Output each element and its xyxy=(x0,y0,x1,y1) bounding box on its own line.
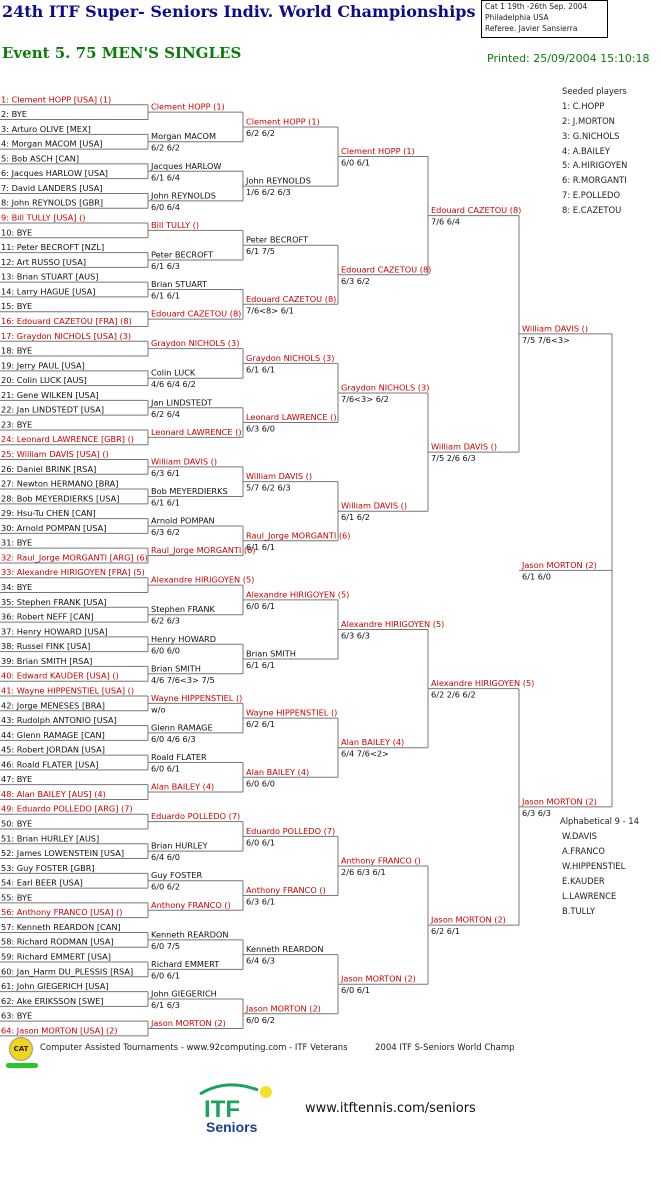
page-title: 24th ITF Super- Seniors Indiv. World Championships xyxy=(2,2,476,21)
match-winner: Jason MORTON (2) xyxy=(341,973,416,984)
player-entry: 56: Anthony FRANCO [USA] () xyxy=(1,907,123,918)
seeded-title: Seeded players xyxy=(562,86,627,96)
match-winner: Henry HOWARD xyxy=(151,633,217,644)
match-score: 6/0 6/2 xyxy=(151,881,180,892)
match-score: 6/3 6/2 xyxy=(341,275,370,286)
player-entry: 38: Russel FINK [USA] xyxy=(1,641,91,652)
match-winner: Jason MORTON (2) xyxy=(431,914,506,925)
seed-item: 6: R.MORGANTI xyxy=(562,175,627,185)
match-winner: Anthony FRANCO () xyxy=(246,885,326,896)
player-entry: 58: Richard RODMAN [USA] xyxy=(1,936,114,947)
match-winner: Brian STUART xyxy=(151,279,207,290)
match-score: 6/0 7/5 xyxy=(151,940,180,951)
player-entry: 54: Earl BEER [USA] xyxy=(1,877,83,888)
match-winner: Alan BAILEY (4) xyxy=(151,781,215,792)
match-score: 6/4 6/0 xyxy=(151,852,180,863)
player-entry: 25: William DAVIS [USA] () xyxy=(1,449,109,459)
match-winner: Brian SMITH xyxy=(151,663,201,674)
player-entry: 41: Wayne HIPPENSTIEL [USA] () xyxy=(1,685,135,696)
printed-timestamp: Printed: 25/09/2004 15:10:18 xyxy=(487,52,650,65)
info-dates: Cat 1 19th -26th Sep. 2004 xyxy=(485,2,588,11)
match-winner: Arnold POMPAN xyxy=(151,515,215,526)
player-entry: 49: Eduardo POLLEDO [ARG] (7) xyxy=(1,803,133,814)
match-winner: Clement HOPP (1) xyxy=(151,101,225,112)
match-score: 6/0 6/1 xyxy=(246,837,275,848)
match-score: 6/2 2/6 6/2 xyxy=(431,689,476,700)
match-winner: Alexandre HIRIGOYEN (5) xyxy=(151,574,255,585)
match-winner: Anthony FRANCO () xyxy=(151,899,231,910)
match-winner: Alexandre HIRIGOYEN (5) xyxy=(246,589,350,600)
match-score: 6/0 6/0 xyxy=(246,778,275,789)
match-winner: Alan BAILEY (4) xyxy=(341,737,405,748)
match-winner: Jacques HARLOW xyxy=(151,160,222,171)
player-entry: 46: Roald FLATER [USA] xyxy=(1,759,99,770)
player-entry: 3: Arturo OLIVE [MEX] xyxy=(1,123,91,134)
match-score: 6/2 6/1 xyxy=(431,926,460,937)
player-entry: 53: Guy FOSTER [GBR] xyxy=(1,862,95,873)
match-score: 6/4 7/6<2> xyxy=(341,748,389,759)
match-winner: Bill TULLY () xyxy=(151,219,200,230)
match-score: 6/2 6/3 xyxy=(151,615,180,626)
match-score: 6/1 6/3 xyxy=(151,999,180,1010)
match-winner: Wayne HIPPENSTIEL () xyxy=(246,707,338,718)
match-score: 4/6 6/4 6/2 xyxy=(151,379,196,390)
match-winner: Clement HOPP (1) xyxy=(246,116,320,127)
tennis-ball-icon xyxy=(260,1086,272,1098)
match-winner: Colin LUCK xyxy=(151,367,196,378)
match-winner: Morgan MACOM xyxy=(151,131,217,142)
player-entry: 16: Edouard CAZETOU [FRA] (8) xyxy=(1,315,132,326)
player-entry: 24: Leonard LAWRENCE [GBR] () xyxy=(1,434,134,445)
match-score: 6/1 6/1 xyxy=(151,290,180,301)
player-entry: 32: Raul_Jorge MORGANTI [ARG] (6) xyxy=(1,552,148,563)
match-winner: William DAVIS () xyxy=(246,471,313,482)
match-winner: Leonard LAWRENCE () xyxy=(151,426,242,437)
player-entry: 39: Brian SMITH [RSA] xyxy=(1,655,93,666)
match-winner: Kenneth REARDON xyxy=(246,944,324,955)
match-score: 6/0 6/0 xyxy=(151,645,180,656)
player-entry: 44: Glenn RAMAGE [CAN] xyxy=(1,729,105,740)
player-entry: 23: BYE xyxy=(1,419,33,430)
player-entry: 30: Arnold POMPAN [USA] xyxy=(1,522,107,533)
player-entry: 13: Brian STUART [AUS] xyxy=(1,271,99,282)
match-winner: Edouard CAZETOU (8) xyxy=(246,293,337,304)
player-entry: 1: Clement HOPP [USA] (1) xyxy=(1,94,112,105)
player-entry: 62: Ake ERIKSSON [SWE] xyxy=(1,995,104,1006)
match-winner: Kenneth REARDON xyxy=(151,929,229,940)
player-entry: 50: BYE xyxy=(1,818,33,829)
player-entry: 43: Rudolph ANTONIO [USA] xyxy=(1,715,117,726)
match-score: 7/6<3> 6/2 xyxy=(341,393,389,404)
match-winner: Alan BAILEY (4) xyxy=(246,766,310,777)
player-entry: 8: John REYNOLDS [GBR] xyxy=(1,197,104,208)
player-entry: 48: Alan BAILEY [AUS] (4) xyxy=(1,788,106,799)
match-winner: Graydon NICHOLS (3) xyxy=(341,382,430,393)
match-score: 6/0 6/1 xyxy=(341,157,370,168)
match-winner: John REYNOLDS xyxy=(246,175,311,186)
match-winner: Glenn RAMAGE xyxy=(151,722,213,733)
match-winner: John REYNOLDS xyxy=(151,190,216,201)
cat-logo-bar xyxy=(6,1063,38,1068)
seed-item: 5: A.HIRIGOYEN xyxy=(562,160,628,170)
player-entry: 17: Graydon NICHOLS [USA] (3) xyxy=(1,330,132,341)
match-winner: Jason MORTON (2) xyxy=(151,1018,226,1029)
match-score: 6/2 6/4 xyxy=(151,408,180,419)
player-entry: 52: James LOWENSTEIN [USA] xyxy=(1,848,125,859)
match-winner: Edouard CAZETOU (8) xyxy=(431,205,522,216)
match-score: 6/3 6/3 xyxy=(341,630,370,641)
seed-item: 2: J.MORTON xyxy=(562,116,615,126)
match-score: 6/0 6/1 xyxy=(341,985,370,996)
player-entry: 59: Richard EMMERT [USA] xyxy=(1,951,111,962)
player-entry: 20: Colin LUCK [AUS] xyxy=(1,375,87,386)
match-winner: Alexandre HIRIGOYEN (5) xyxy=(431,678,535,689)
alphabetical-title: Alphabetical 9 - 14 xyxy=(560,816,639,826)
player-entry: 11: Peter BECROFT [NZL] xyxy=(1,242,105,253)
match-winner: Wayne HIPPENSTIEL () xyxy=(151,692,243,703)
logo-seniors-text: Seniors xyxy=(206,1119,258,1135)
player-entry: 57: Kenneth REARDON [CAN] xyxy=(1,921,121,932)
player-entry: 45: Robert JORDAN [USA] xyxy=(1,744,105,755)
match-score: 6/3 6/2 xyxy=(151,527,180,538)
player-entry: 26: Daniel BRINK [RSA] xyxy=(1,463,97,474)
match-score: 6/2 6/2 xyxy=(151,142,180,153)
match-score: 6/0 6/1 xyxy=(246,600,275,611)
match-winner: Brian SMITH xyxy=(246,648,296,659)
player-entry: 35: Stephen FRANK [USA] xyxy=(1,596,107,607)
player-entry: 21: Gene WILKEN [USA] xyxy=(1,389,99,400)
match-score: 6/1 6/1 xyxy=(151,497,180,508)
match-winner: Bob MEYERDIERKS xyxy=(151,485,228,496)
footer-credits: Computer Assisted Tournaments - www.92computing.com - ITF Veterans xyxy=(40,1043,348,1053)
match-score: 5/7 6/2 6/3 xyxy=(246,482,291,493)
logo-itf-text: ITF xyxy=(204,1096,240,1123)
match-score: 6/2 6/2 xyxy=(246,127,275,138)
match-score: 6/1 6/1 xyxy=(246,541,275,552)
match-score: 6/1 6/4 xyxy=(151,172,180,183)
alpha-item: W.HIPPENSTIEL xyxy=(562,861,626,871)
alpha-item: A.FRANCO xyxy=(562,846,605,856)
seed-item: 3: G.NICHOLS xyxy=(562,131,620,141)
match-winner: Brian HURLEY xyxy=(151,840,208,851)
player-entry: 37: Henry HOWARD [USA] xyxy=(1,626,108,637)
seed-item: 1: C.HOPP xyxy=(562,101,605,111)
player-entry: 10: BYE xyxy=(1,227,33,238)
player-entry: 61: John GIEGERICH [USA] xyxy=(1,981,109,992)
player-entry: 18: BYE xyxy=(1,345,33,356)
event-title: Event 5. 75 MEN'S SINGLES xyxy=(2,44,242,62)
player-entry: 33: Alexandre HIRIGOYEN [FRA] (5) xyxy=(1,567,145,578)
player-entry: 14: Larry HAGUE [USA] xyxy=(1,286,96,297)
player-entry: 51: Brian HURLEY [AUS] xyxy=(1,833,100,844)
match-score: 7/5 7/6<3> xyxy=(522,334,570,345)
player-entry: 27: Newton HERMANO [BRA] xyxy=(1,478,119,489)
seed-item: 4: A.BAILEY xyxy=(562,146,611,156)
match-winner: William DAVIS () xyxy=(431,441,498,452)
player-entry: 9: Bill TULLY [USA] () xyxy=(1,212,86,223)
match-winner: Richard EMMERT xyxy=(151,958,220,969)
alpha-item: L.LAWRENCE xyxy=(562,891,617,901)
match-winner: Jason MORTON (2) xyxy=(522,796,597,807)
match-winner: William DAVIS () xyxy=(341,500,408,511)
alpha-item: B.TULLY xyxy=(562,906,595,916)
champion-name: Jason MORTON (2) xyxy=(522,559,597,570)
match-score: 6/0 6/1 xyxy=(151,970,180,981)
match-winner: Graydon NICHOLS (3) xyxy=(151,338,240,349)
player-entry: 4: Morgan MACOM [USA] xyxy=(1,138,103,149)
match-score: 1/6 6/2 6/3 xyxy=(246,187,291,198)
match-score: 6/0 6/2 xyxy=(246,1014,275,1025)
match-score: 6/1 7/5 xyxy=(246,246,275,257)
player-entry: 2: BYE xyxy=(1,109,27,120)
match-winner: John GIEGERICH xyxy=(151,988,217,999)
match-winner: Guy FOSTER xyxy=(151,870,203,881)
player-entry: 31: BYE xyxy=(1,537,33,548)
logo-swoosh xyxy=(200,1085,258,1094)
player-entry: 19: Jerry PAUL [USA] xyxy=(1,360,85,371)
player-entry: 60: Jan_Harm DU_PLESSIS [RSA] xyxy=(1,966,134,977)
match-winner: Peter BECROFT xyxy=(246,234,309,245)
match-score: 6/3 6/1 xyxy=(151,467,180,478)
info-referee: Referee. Javier Sansierra xyxy=(485,24,578,33)
player-entry: 40: Edward KAUDER [USA] () xyxy=(1,670,119,681)
match-winner: Clement HOPP (1) xyxy=(341,146,415,157)
match-winner: Graydon NICHOLS (3) xyxy=(246,352,335,363)
match-score: 7/5 2/6 6/3 xyxy=(431,453,476,464)
match-score: 6/3 6/3 xyxy=(522,807,551,818)
cat-logo: CAT xyxy=(9,1037,33,1061)
player-entry: 22: Jan LINDSTEDT [USA] xyxy=(1,404,105,415)
match-winner: Raul_Jorge MORGANTI (6) xyxy=(151,545,256,556)
player-entry: 42: Jorge MENESES [BRA] xyxy=(1,700,105,711)
player-entry: 5: Bob ASCH [CAN] xyxy=(1,153,80,164)
match-score: 6/0 6/4 xyxy=(151,201,180,212)
match-winner: Peter BECROFT xyxy=(151,249,214,260)
seed-item: 7: E.POLLEDO xyxy=(562,190,621,200)
match-winner: Stephen FRANK xyxy=(151,604,215,615)
match-score: 6/1 6/3 xyxy=(151,260,180,271)
match-score: 7/6 6/4 xyxy=(431,216,460,227)
player-entry: 47: BYE xyxy=(1,774,33,785)
match-score: 2/6 6/3 6/1 xyxy=(341,866,386,877)
alpha-item: E.KAUDER xyxy=(562,876,605,886)
match-winner: William DAVIS () xyxy=(151,456,218,467)
match-score: 6/0 6/1 xyxy=(151,763,180,774)
player-entry: 28: Bob MEYERDIERKS [USA] xyxy=(1,493,120,504)
match-winner: Edouard CAZETOU (8) xyxy=(341,264,432,275)
match-winner: Eduardo POLLEDO (7) xyxy=(151,811,241,822)
match-score: 6/3 6/0 xyxy=(246,423,275,434)
match-winner: Eduardo POLLEDO (7) xyxy=(246,825,336,836)
match-winner: Alexandre HIRIGOYEN (5) xyxy=(341,618,445,629)
match-winner: Jason MORTON (2) xyxy=(246,1003,321,1014)
final-score: 6/1 6/0 xyxy=(522,571,551,582)
match-winner: Jan LINDSTEDT xyxy=(151,397,213,408)
match-score: 6/0 4/6 6/3 xyxy=(151,733,196,744)
itf-seniors-logo xyxy=(196,1080,286,1135)
player-entry: 63: BYE xyxy=(1,1010,33,1021)
player-entry: 12: Art RUSSO [USA] xyxy=(1,256,87,267)
match-score: 6/1 6/1 xyxy=(246,364,275,375)
player-entry: 36: Robert NEFF [CAN] xyxy=(1,611,94,622)
player-entry: 64: Jason MORTON [USA] (2) xyxy=(1,1025,118,1036)
match-score: 6/1 6/2 xyxy=(341,512,370,523)
info-location: Philadelphia USA xyxy=(485,13,549,22)
player-entry: 15: BYE xyxy=(1,301,33,312)
match-score: 6/1 6/1 xyxy=(246,660,275,671)
match-score: 6/4 6/3 xyxy=(246,955,275,966)
match-winner: William DAVIS () xyxy=(522,323,589,334)
player-entry: 29: Hsu-Tu CHEN [CAN] xyxy=(1,508,96,519)
match-score: w/o xyxy=(151,704,166,715)
match-score: 6/3 6/1 xyxy=(246,896,275,907)
match-winner: Roald FLATER xyxy=(151,751,207,762)
player-entry: 7: David LANDERS [USA] xyxy=(1,182,103,193)
match-score: 7/6<8> 6/1 xyxy=(246,305,294,316)
match-winner: Leonard LAWRENCE () xyxy=(246,412,337,423)
player-entry: 34: BYE xyxy=(1,582,33,593)
footer-event: 2004 ITF S-Seniors World Champ xyxy=(375,1043,515,1053)
seed-item: 8: E.CAZETOU xyxy=(562,205,622,215)
match-score: 4/6 7/6<3> 7/5 xyxy=(151,674,215,685)
match-score: 6/2 6/1 xyxy=(246,719,275,730)
match-winner: Raul_Jorge MORGANTI (6) xyxy=(246,530,351,541)
match-winner: Anthony FRANCO () xyxy=(341,855,421,866)
player-entry: 55: BYE xyxy=(1,892,33,903)
website-url: www.itftennis.com/seniors xyxy=(305,1101,476,1116)
match-winner: Edouard CAZETOU (8) xyxy=(151,308,242,319)
player-entry: 6: Jacques HARLOW [USA] xyxy=(1,168,108,179)
alpha-item: W.DAVIS xyxy=(562,831,597,841)
